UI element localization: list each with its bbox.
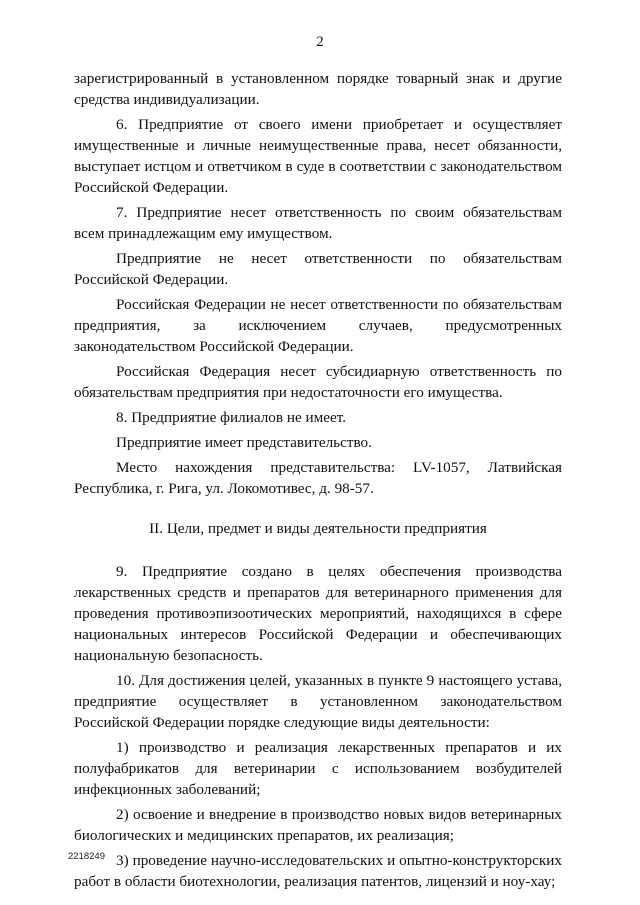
paragraph-item-9: 9. Предприятие создано в целях обеспечения производства лекарственных средств и препаратов для ветеринарного применения для проведения противоэпизоотических мероприятий, находящихся в сфере национальных интересов Российской Федерации и обеспечивающих национальную безопасность.: [74, 563, 562, 664]
paragraph-item-8: 8. Предприятие филиалов не имеет.: [116, 409, 347, 426]
list-item-2: 2) освоение и внедрение в производство новых видов ветеринарных биологических и медицинских препаратов, их реализация;: [74, 806, 562, 844]
paragraph-item-7: 7. Предприятие несет ответственность по своим обязательствам всем принадлежащим ему имуществом.: [74, 204, 562, 242]
paragraph-representation: Предприятие имеет представительство.: [116, 434, 372, 451]
paragraph-continuation: зарегистрированный в установленном порядке товарный знак и другие средства индивидуализации.: [74, 70, 562, 108]
list-item-3: 3) проведение научно-исследовательских и опытно-конструкторских работ в области биотехнологии, реализация патентов, лицензий и ноу-хау;: [74, 852, 562, 890]
paragraph-federation-no-liability: Российская Федерации не несет ответственности по обязательствам предприятия, за исключением случаев, предусмотренных законодательством Российской Федерации.: [74, 296, 562, 355]
page-number: 2: [316, 34, 324, 50]
list-item-1: 1) производство и реализация лекарственных препаратов и их полуфабрикатов для ветеринарии с использованием возбудителей инфекционных заболеваний;: [74, 739, 562, 798]
section-heading: II. Цели, предмет и виды деятельности предприятия: [149, 520, 487, 537]
paragraph-item-6: 6. Предприятие от своего имени приобретает и осуществляет имущественные и личные неимущественные права, несет обязанности, выступает истцом и ответчиком в суде в соответствии с законодательством Российской Федерации.: [74, 116, 562, 196]
paragraph-no-liability: Предприятие не несет ответственности по обязательствам Российской Федерации.: [74, 250, 562, 288]
document-code: 2218249: [68, 851, 105, 862]
paragraph-subsidiary-liability: Российская Федерация несет субсидиарную ответственность по обязательствам предприятия при недостаточности его имущества.: [74, 363, 562, 401]
paragraph-item-10: 10. Для достижения целей, указанных в пункте 9 настоящего устава, предприятие осуществляет в установленном законодательством Российской Федерации порядке следующие виды деятельности:: [74, 672, 562, 731]
document-body: [74, 68, 562, 896]
paragraph-representation-address: Место нахождения представительства: LV-1057, Латвийская Республика, г. Рига, ул. Локомотивес, д. 98-57.: [74, 459, 562, 497]
